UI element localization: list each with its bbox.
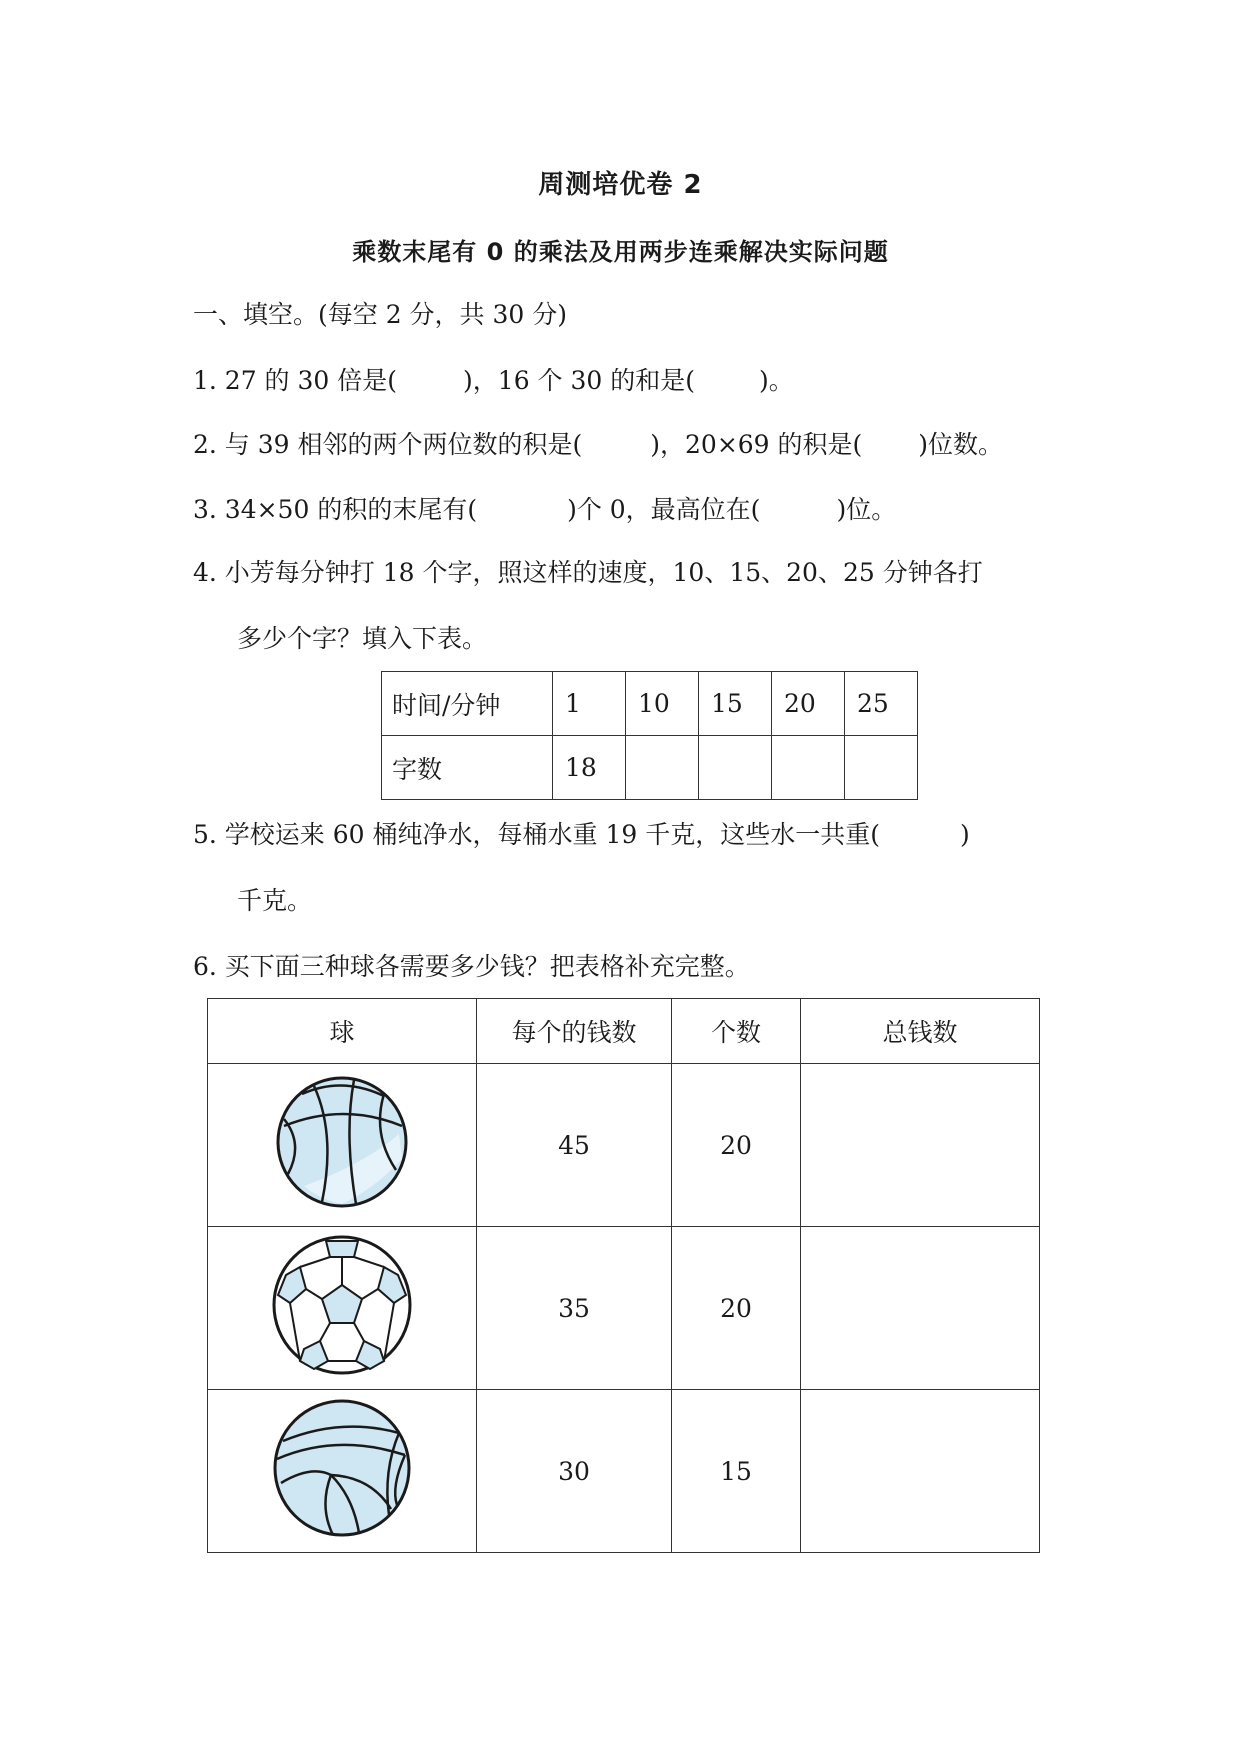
- table-row: [382, 736, 918, 800]
- chars-answer-cell[interactable]: [626, 736, 699, 800]
- question-5-line-1: [193, 818, 970, 852]
- ball-cell: [208, 1390, 477, 1553]
- time-cell: 25: [845, 672, 918, 736]
- count-cell: 20: [672, 1227, 801, 1390]
- q2-text-c: )位数。: [918, 430, 1004, 459]
- chars-cell: 18: [553, 736, 626, 800]
- ball-price-table: [207, 998, 1040, 1553]
- page-title: 周测培优卷 2: [538, 170, 703, 200]
- price-cell: 35: [477, 1227, 672, 1390]
- typing-speed-table: [381, 671, 918, 800]
- basketball-icon: [274, 1074, 410, 1210]
- total-answer-cell[interactable]: [801, 1390, 1040, 1553]
- q1-text-b: )，16 个 30 的和是(: [463, 366, 696, 395]
- q3-text-a: 3. 34×50 的积的末尾有(: [193, 495, 478, 524]
- time-cell: 15: [699, 672, 772, 736]
- chars-answer-cell[interactable]: [699, 736, 772, 800]
- q3-text-c: )位。: [836, 495, 897, 524]
- time-cell: 10: [626, 672, 699, 736]
- count-cell: 15: [672, 1390, 801, 1553]
- soccer-ball-icon: [270, 1233, 414, 1377]
- q2-text-b: )，20×69 的积是(: [650, 430, 863, 459]
- total-answer-cell[interactable]: [801, 1064, 1040, 1227]
- header-ball: 球: [208, 999, 477, 1064]
- q2-text-a: 2. 与 39 相邻的两个两位数的积是(: [193, 430, 583, 459]
- price-cell: 45: [477, 1064, 672, 1227]
- chars-answer-cell[interactable]: [845, 736, 918, 800]
- row-label-chars: 字数: [382, 736, 553, 800]
- question-5-line-2: 千克。: [237, 886, 313, 915]
- row-label-time: 时间/分钟: [382, 672, 553, 736]
- question-6-line: 6. 买下面三种球各需要多少钱？把表格补充完整。: [193, 952, 750, 981]
- count-cell: 20: [672, 1064, 801, 1227]
- ball-cell: [208, 1064, 477, 1227]
- question-4-line-1: 4. 小芳每分钟打 18 个字，照这样的速度，10、15、20、25 分钟各打: [193, 558, 983, 587]
- q1-text-a: 1. 27 的 30 倍是(: [193, 366, 398, 395]
- price-cell: 30: [477, 1390, 672, 1553]
- question-3: [193, 493, 896, 527]
- ball-cell: [208, 1227, 477, 1390]
- table-row: [208, 1064, 1040, 1227]
- table-row: [208, 1390, 1040, 1553]
- section-heading: 一、填空。(每空 2 分，共 30 分): [193, 300, 568, 329]
- total-answer-cell[interactable]: [801, 1227, 1040, 1390]
- header-total: 总钱数: [801, 999, 1040, 1064]
- q3-text-b: )个 0，最高位在(: [567, 495, 761, 524]
- q1-text-c: )。: [759, 366, 794, 395]
- table-row: [208, 1227, 1040, 1390]
- header-count: 个数: [672, 999, 801, 1064]
- page-subtitle: 乘数末尾有 0 的乘法及用两步连乘解决实际问题: [352, 238, 889, 266]
- question-1: [193, 364, 794, 398]
- time-cell: 20: [772, 672, 845, 736]
- q5-text-a: 5. 学校运来 60 桶纯净水，每桶水重 19 千克，这些水一共重(: [193, 820, 880, 849]
- chars-answer-cell[interactable]: [772, 736, 845, 800]
- question-4-line-2: 多少个字？填入下表。: [237, 624, 488, 653]
- table-header-row: [208, 999, 1040, 1064]
- question-2: [193, 428, 1003, 462]
- table-row: [382, 672, 918, 736]
- time-cell: 1: [553, 672, 626, 736]
- volleyball-icon: [271, 1397, 413, 1539]
- header-price: 每个的钱数: [477, 999, 672, 1064]
- q5-text-b: ): [959, 820, 970, 849]
